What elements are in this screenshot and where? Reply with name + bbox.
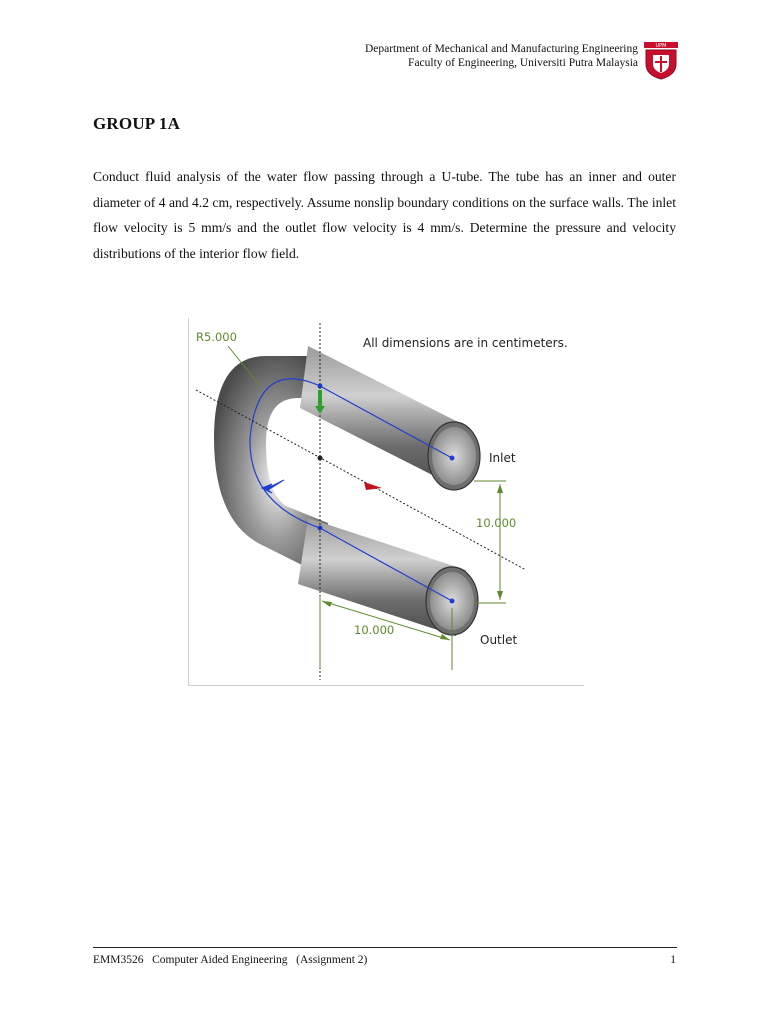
footer-course: EMM3526 Computer Aided Engineering (Assignment 2) [93, 954, 368, 966]
origin-point [318, 456, 323, 461]
header-faculty: Faculty of Engineering, Universiti Putra Malaysia [408, 57, 638, 69]
inlet-label: Inlet [489, 451, 516, 465]
footer-rule [93, 947, 677, 948]
vertical-dim-value: 10.000 [476, 516, 517, 530]
assignment-paragraph: Conduct fluid analysis of the water flow passing through a U-tube. The tube has an inner and outer diameter of 4 and 4.2 cm, respectively. Assume nonslip boundary conditions on the surface walls. The inlet flow velocity is 5 mm/s and the outlet flow velocity is 4 mm/s. Determine the pressure and velocity distributions of the interior flow field. [93, 169, 676, 261]
u-tube-figure [188, 318, 588, 688]
horizontal-dim-value: 10.000 [354, 623, 395, 637]
figure-frame-left [188, 318, 189, 686]
radius-label: R5.000 [196, 330, 237, 344]
group-title: GROUP 1A [93, 114, 181, 133]
header-department: Department of Mechanical and Manufacturing Engineering [364, 43, 638, 55]
university-logo [644, 42, 678, 80]
x-axis-arrow [364, 482, 382, 490]
page-header [365, 42, 638, 70]
outlet-label: Outlet [480, 633, 518, 647]
inlet-center-point [450, 456, 455, 461]
inlet-tube-bore [432, 427, 476, 485]
figure-frame-bottom [188, 685, 584, 686]
logo-text: UPM [655, 43, 667, 49]
footer-page-number: 1 [670, 954, 676, 966]
u-tube-drawing [188, 318, 588, 688]
units-note: All dimensions are in centimeters. [363, 336, 568, 350]
outlet-center-point [450, 599, 455, 604]
